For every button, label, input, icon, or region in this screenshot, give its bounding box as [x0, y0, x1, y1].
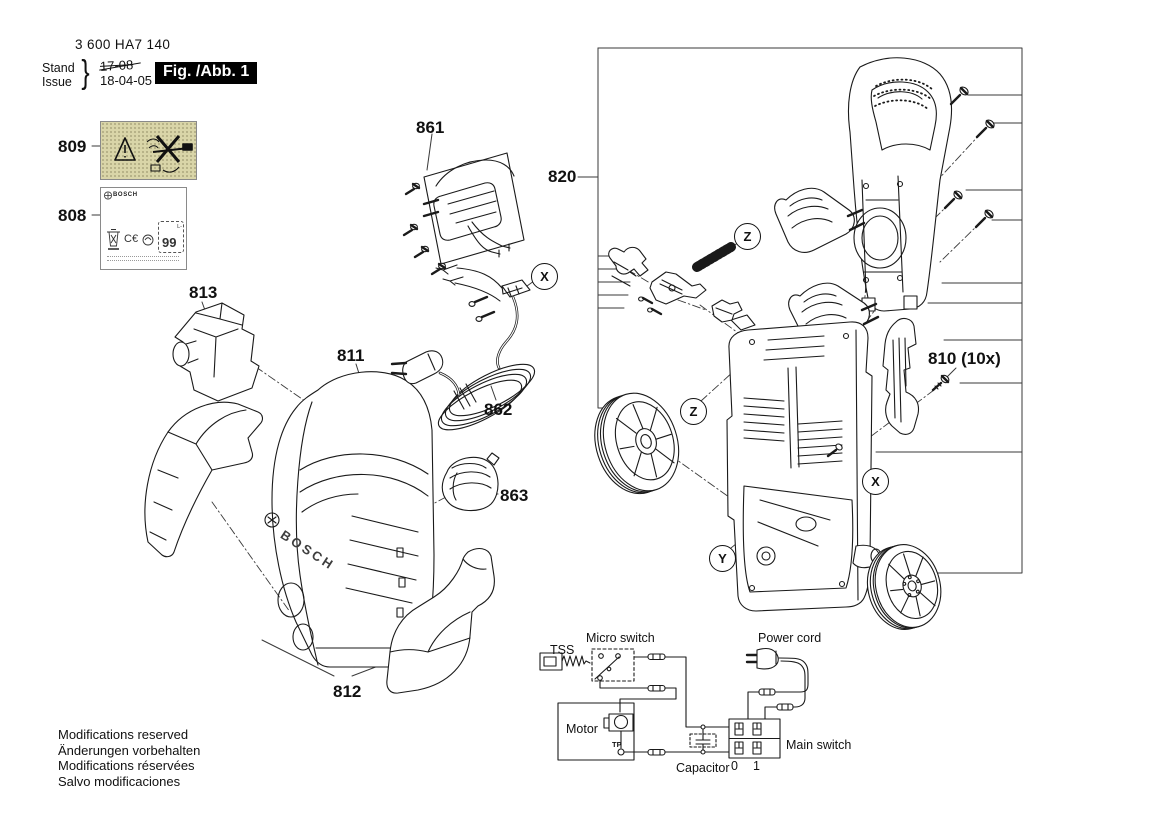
approval-number: 99: [162, 235, 177, 250]
warning-sticker-art: [101, 122, 196, 179]
date-brace: }: [81, 53, 90, 90]
wheel-left-drawing: [583, 383, 691, 503]
cord-coil: [432, 354, 541, 439]
view-marker-x-1: X: [531, 263, 558, 290]
part-863-drawing: [442, 453, 499, 511]
circuit-label-power-cord: Power cord: [758, 631, 822, 645]
circuit-label-tss: TSS: [550, 643, 575, 657]
handle-frame-drawing: [848, 58, 951, 311]
approval-box: [158, 221, 184, 253]
part-label-811: 811: [337, 346, 365, 365]
weee-bin-icon: [106, 228, 121, 252]
superseded-date: 17-08: [99, 57, 134, 74]
bosch-anchor-icon: [103, 191, 113, 200]
cable-hook-upper-drawing: [775, 188, 864, 252]
view-marker-x-2: X: [862, 468, 889, 495]
small-parts-drawing: [609, 247, 742, 322]
circuit-label-main-switch: Main switch: [786, 738, 852, 752]
ce-mark: C€: [124, 233, 139, 245]
part-label-809: 809: [58, 137, 87, 156]
circuit-label-pos0: 0: [731, 759, 738, 773]
notice-line-es: Salvo modificaciones: [58, 773, 181, 789]
part-label-808: 808: [58, 206, 87, 225]
nameplate-brand: BOSCH: [113, 192, 138, 198]
rear-frame-drawing: [727, 315, 881, 611]
nameplate-808: [100, 187, 187, 270]
approval-type: L-: [177, 224, 182, 230]
warning-sticker-809: [100, 121, 197, 180]
part-label-863: 863: [500, 486, 529, 505]
housing-brand-text: BOSCH: [277, 527, 338, 574]
screws-handle: [945, 86, 996, 227]
part-label-810: 810 (10x): [928, 349, 1001, 368]
stand-label: Stand: [42, 61, 75, 75]
issue-label: Issue: [42, 75, 72, 89]
view-marker-y-1: Y: [709, 545, 736, 572]
side-cover-drawing: [145, 402, 263, 556]
circuit-label-capacitor: Capacitor: [676, 761, 730, 775]
circuit-label-motor: Motor: [566, 722, 598, 736]
circuit-label-tp: TP: [612, 740, 622, 749]
part-label-813: 813: [189, 283, 218, 302]
type-number: 3 600 HA7 140: [75, 37, 171, 52]
nameplate-fineprint-line: [107, 256, 179, 257]
part-813-drawing: [173, 303, 259, 401]
micro-switch-symbol: [592, 649, 634, 681]
view-marker-z-2: Z: [680, 398, 707, 425]
issue-date: 18-04-05: [100, 73, 153, 88]
circuit-label-micro-switch: Micro switch: [586, 631, 655, 645]
part-label-861: 861: [416, 118, 445, 137]
part-label-862: 862: [484, 400, 513, 419]
part-861-drawing: [404, 153, 524, 274]
modifications-notice: [58, 727, 200, 789]
latch-clip-drawing: [883, 319, 919, 435]
main-switch-symbol: [729, 719, 780, 758]
power-cord-symbol: [747, 649, 808, 719]
notice-line-en: Modifications reserved: [58, 727, 189, 742]
notice-line-de: Änderungen vorbehalten: [58, 742, 201, 758]
circuit-diagram: [540, 649, 808, 760]
figure-badge: Fig. /Abb. 1: [155, 62, 257, 84]
capacitor-symbol: [690, 725, 716, 754]
circuit-label-pos1: 1: [753, 759, 760, 773]
notice-line-fr: Modifications réservées: [58, 758, 195, 773]
view-marker-z-1: Z: [734, 223, 761, 250]
cert-circle-icon: [142, 234, 154, 246]
part-label-812: 812: [333, 682, 362, 701]
part-label-820: 820: [548, 167, 577, 186]
nameplate-fineprint-line: [107, 260, 179, 261]
